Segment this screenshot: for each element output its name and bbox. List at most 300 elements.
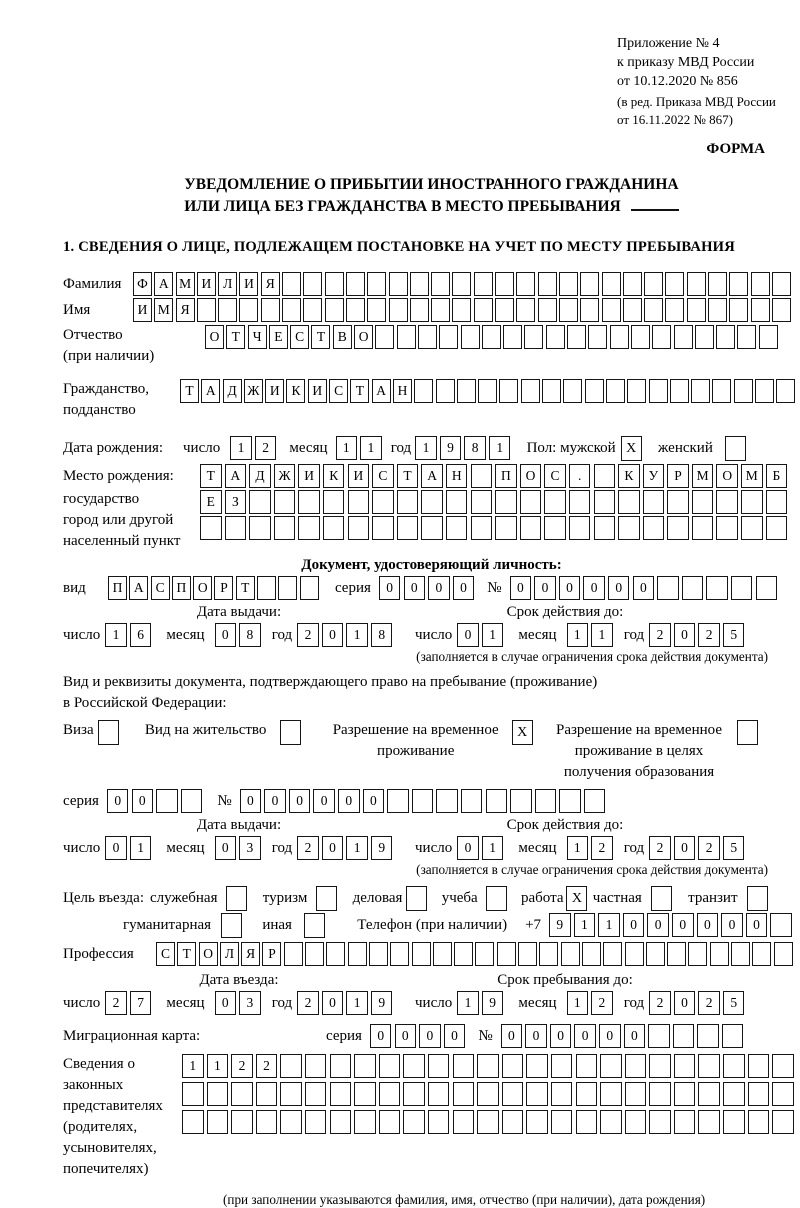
firstname-cell[interactable] [197,298,216,322]
migcard-series-cell[interactable]: 0 [419,1024,441,1048]
iddoc-number-cell[interactable] [706,576,728,600]
citizenship-cell[interactable] [414,379,433,403]
migcard-number-cell[interactable]: 0 [525,1024,547,1048]
checkbox-other[interactable] [304,913,325,938]
citizenship-cell[interactable]: И [308,379,327,403]
surname-cell[interactable] [602,272,621,296]
representative-cell[interactable] [477,1082,499,1106]
birthplace-cell[interactable] [274,516,296,540]
citizenship-cell[interactable] [542,379,561,403]
patronymic-cell[interactable] [588,325,607,349]
representative-cell[interactable] [576,1082,598,1106]
representative-cell[interactable] [625,1110,647,1134]
staydoc-number-cell[interactable] [436,789,458,813]
phone-cell[interactable]: 0 [721,913,743,937]
birthplace-cell[interactable] [421,490,443,514]
entry-day-cell[interactable]: 7 [130,991,152,1015]
surname-cell[interactable] [623,272,642,296]
phone-cell[interactable]: 9 [549,913,571,937]
representative-cell[interactable] [748,1110,770,1134]
firstname-cell[interactable] [495,298,514,322]
firstname-cell[interactable] [282,298,301,322]
staydoc-number-cell[interactable] [510,789,532,813]
staydoc-number-cell[interactable] [486,789,508,813]
birthplace-cell[interactable] [397,490,419,514]
representative-cell[interactable] [354,1110,376,1134]
checkbox-rvp-education[interactable] [737,720,758,745]
surname-cell[interactable]: Л [218,272,237,296]
surname-cell[interactable] [389,272,408,296]
profession-cell[interactable] [625,942,644,966]
citizenship-cell[interactable] [734,379,753,403]
iddoc-kind-cell[interactable] [257,576,276,600]
representative-cell[interactable] [453,1054,475,1078]
birthplace-cell[interactable] [520,490,542,514]
iddoc-kind-cell[interactable]: П [108,576,127,600]
stay-day-cell[interactable]: 1 [457,991,479,1015]
firstname-cell[interactable]: Я [176,298,195,322]
representative-cell[interactable] [649,1082,671,1106]
birthplace-cell[interactable] [716,516,738,540]
checkbox-male[interactable]: X [621,436,642,461]
representative-cell[interactable] [625,1082,647,1106]
profession-cell[interactable] [497,942,516,966]
birth-year-cell[interactable]: 1 [415,436,437,460]
staydoc-valid-year-cell[interactable]: 2 [649,836,671,860]
firstname-cell[interactable] [346,298,365,322]
surname-cell[interactable] [644,272,663,296]
firstname-cell[interactable] [580,298,599,322]
citizenship-cell[interactable]: А [201,379,220,403]
stay-year-cell[interactable]: 0 [674,991,696,1015]
iddoc-number-cell[interactable]: 0 [534,576,556,600]
iddoc-kind-cell[interactable]: О [193,576,212,600]
representative-cell[interactable] [231,1082,253,1106]
iddoc-valid-year-cell[interactable]: 2 [649,623,671,647]
representative-cell[interactable] [551,1110,573,1134]
stay-month-cell[interactable]: 2 [591,991,613,1015]
surname-cell[interactable] [303,272,322,296]
profession-cell[interactable] [433,942,452,966]
entry-month-cell[interactable]: 3 [239,991,261,1015]
birthplace-cell[interactable] [421,516,443,540]
citizenship-cell[interactable] [606,379,625,403]
checkbox-female[interactable] [725,436,746,461]
migcard-number-cell[interactable]: 0 [624,1024,646,1048]
entry-year-cell[interactable]: 0 [322,991,344,1015]
representative-cell[interactable] [428,1054,450,1078]
representative-cell[interactable] [625,1054,647,1078]
profession-cell[interactable] [539,942,558,966]
staydoc-number-cell[interactable] [387,789,409,813]
citizenship-cell[interactable] [649,379,668,403]
staydoc-issued-day-cell[interactable]: 0 [105,836,127,860]
birthplace-cell[interactable] [544,490,566,514]
representative-cell[interactable] [256,1110,278,1134]
patronymic-cell[interactable] [737,325,756,349]
firstname-cell[interactable] [538,298,557,322]
birthplace-cell[interactable] [667,516,689,540]
checkbox-official[interactable] [226,886,247,911]
staydoc-series-cell[interactable]: 0 [107,789,129,813]
patronymic-cell[interactable] [567,325,586,349]
citizenship-cell[interactable]: Н [393,379,412,403]
migcard-number-cell[interactable]: 0 [550,1024,572,1048]
representative-cell[interactable] [305,1054,327,1078]
birthplace-cell[interactable]: К [323,464,345,488]
patronymic-cell[interactable] [610,325,629,349]
birthplace-cell[interactable] [397,516,419,540]
entry-year-cell[interactable]: 2 [297,991,319,1015]
profession-cell[interactable] [752,942,771,966]
stay-year-cell[interactable]: 2 [698,991,720,1015]
stay-year-cell[interactable]: 2 [649,991,671,1015]
citizenship-cell[interactable]: С [329,379,348,403]
iddoc-kind-cell[interactable]: Р [214,576,233,600]
birthplace-cell[interactable]: Ж [274,464,296,488]
profession-cell[interactable]: Т [177,942,196,966]
profession-cell[interactable] [348,942,367,966]
iddoc-number-cell[interactable]: 0 [510,576,532,600]
staydoc-number-cell[interactable]: 0 [338,789,360,813]
representative-cell[interactable] [502,1082,524,1106]
staydoc-series-cell[interactable] [181,789,203,813]
birthplace-cell[interactable] [766,490,788,514]
phone-cell[interactable]: 0 [623,913,645,937]
staydoc-number-cell[interactable]: 0 [264,789,286,813]
firstname-cell[interactable] [452,298,471,322]
representative-cell[interactable] [280,1082,302,1106]
iddoc-number-cell[interactable] [731,576,753,600]
representative-cell[interactable] [428,1110,450,1134]
birthplace-cell[interactable] [569,516,591,540]
representative-cell[interactable] [526,1082,548,1106]
iddoc-number-cell[interactable] [657,576,679,600]
staydoc-issued-day-cell[interactable]: 1 [130,836,152,860]
citizenship-cell[interactable]: Д [223,379,242,403]
birthplace-cell[interactable] [594,464,616,488]
profession-cell[interactable] [305,942,324,966]
representative-cell[interactable] [772,1082,794,1106]
representative-cell[interactable] [748,1054,770,1078]
surname-cell[interactable]: А [154,272,173,296]
birthplace-cell[interactable] [471,516,493,540]
staydoc-valid-month-cell[interactable]: 2 [591,836,613,860]
patronymic-cell[interactable]: О [205,325,224,349]
birthplace-cell[interactable]: П [495,464,517,488]
staydoc-number-cell[interactable] [584,789,606,813]
representative-cell[interactable] [231,1110,253,1134]
birthplace-cell[interactable]: А [421,464,443,488]
iddoc-valid-day-cell[interactable]: 1 [482,623,504,647]
birthplace-cell[interactable]: Р [667,464,689,488]
representative-cell[interactable] [772,1054,794,1078]
birthplace-cell[interactable]: И [348,464,370,488]
phone-cell[interactable]: 0 [672,913,694,937]
stay-month-cell[interactable]: 1 [567,991,589,1015]
representative-cell[interactable] [305,1110,327,1134]
iddoc-issued-year-cell[interactable]: 2 [297,623,319,647]
representative-cell[interactable] [698,1110,720,1134]
patronymic-cell[interactable]: Е [269,325,288,349]
birthplace-cell[interactable]: А [225,464,247,488]
migcard-number-cell[interactable]: 0 [574,1024,596,1048]
representative-cell[interactable] [502,1054,524,1078]
surname-cell[interactable] [665,272,684,296]
birthplace-cell[interactable] [348,516,370,540]
representative-cell[interactable] [576,1054,598,1078]
birthplace-cell[interactable] [446,490,468,514]
birthplace-cell[interactable] [766,516,788,540]
representative-cell[interactable] [600,1054,622,1078]
birthplace-cell[interactable]: У [643,464,665,488]
profession-cell[interactable]: О [199,942,218,966]
checkbox-humanitarian[interactable] [221,913,242,938]
surname-cell[interactable] [367,272,386,296]
firstname-cell[interactable] [559,298,578,322]
iddoc-issued-month-cell[interactable]: 8 [239,623,261,647]
staydoc-valid-day-cell[interactable]: 0 [457,836,479,860]
birthplace-cell[interactable]: Т [200,464,222,488]
checkbox-private[interactable] [651,886,672,911]
representative-cell[interactable] [280,1054,302,1078]
profession-cell[interactable]: Я [241,942,260,966]
representative-cell[interactable] [526,1110,548,1134]
migcard-number-cell[interactable] [648,1024,670,1048]
birthplace-cell[interactable] [692,516,714,540]
citizenship-cell[interactable] [457,379,476,403]
birthplace-cell[interactable] [618,490,640,514]
firstname-cell[interactable] [687,298,706,322]
citizenship-cell[interactable] [627,379,646,403]
representative-cell[interactable] [403,1054,425,1078]
representative-cell[interactable]: 2 [256,1054,278,1078]
firstname-cell[interactable] [729,298,748,322]
profession-cell[interactable] [710,942,729,966]
patronymic-cell[interactable]: С [290,325,309,349]
birthplace-cell[interactable] [446,516,468,540]
birthplace-cell[interactable] [692,490,714,514]
citizenship-cell[interactable] [563,379,582,403]
representative-cell[interactable] [526,1054,548,1078]
surname-cell[interactable] [729,272,748,296]
representative-cell[interactable] [723,1082,745,1106]
citizenship-cell[interactable]: А [372,379,391,403]
staydoc-issued-year-cell[interactable]: 1 [346,836,368,860]
migcard-number-cell[interactable] [722,1024,744,1048]
representative-cell[interactable] [280,1110,302,1134]
surname-cell[interactable] [772,272,791,296]
citizenship-cell[interactable] [776,379,795,403]
profession-cell[interactable] [412,942,431,966]
citizenship-cell[interactable]: Т [350,379,369,403]
patronymic-cell[interactable] [418,325,437,349]
birthplace-cell[interactable] [495,490,517,514]
representative-cell[interactable] [772,1110,794,1134]
representative-cell[interactable] [305,1082,327,1106]
surname-cell[interactable] [580,272,599,296]
birthplace-cell[interactable]: Е [200,490,222,514]
representative-cell[interactable] [207,1082,229,1106]
birthplace-cell[interactable]: И [298,464,320,488]
iddoc-valid-year-cell[interactable]: 5 [723,623,745,647]
birthplace-cell[interactable]: М [692,464,714,488]
patronymic-cell[interactable]: В [333,325,352,349]
staydoc-valid-year-cell[interactable]: 2 [698,836,720,860]
iddoc-valid-year-cell[interactable]: 2 [698,623,720,647]
profession-cell[interactable] [561,942,580,966]
surname-cell[interactable] [516,272,535,296]
birthplace-cell[interactable]: Т [397,464,419,488]
patronymic-cell[interactable] [482,325,501,349]
representative-cell[interactable] [330,1082,352,1106]
checkbox-residence-permit[interactable] [280,720,301,745]
birth-year-cell[interactable]: 8 [464,436,486,460]
surname-cell[interactable] [751,272,770,296]
staydoc-number-cell[interactable]: 0 [313,789,335,813]
iddoc-number-cell[interactable]: 0 [633,576,655,600]
citizenship-cell[interactable] [712,379,731,403]
representative-cell[interactable] [748,1082,770,1106]
birthplace-cell[interactable] [274,490,296,514]
citizenship-cell[interactable] [670,379,689,403]
iddoc-issued-day-cell[interactable]: 1 [105,623,127,647]
birthplace-cell[interactable]: Д [249,464,271,488]
representative-cell[interactable] [477,1054,499,1078]
surname-cell[interactable] [431,272,450,296]
birthplace-cell[interactable] [667,490,689,514]
staydoc-issued-year-cell[interactable]: 0 [322,836,344,860]
representative-cell[interactable] [723,1054,745,1078]
iddoc-issued-year-cell[interactable]: 1 [346,623,368,647]
surname-cell[interactable] [282,272,301,296]
surname-cell[interactable] [708,272,727,296]
patronymic-cell[interactable] [652,325,671,349]
birthplace-cell[interactable]: С [372,464,394,488]
staydoc-valid-day-cell[interactable]: 1 [482,836,504,860]
migcard-series-cell[interactable]: 0 [370,1024,392,1048]
iddoc-kind-cell[interactable] [300,576,319,600]
staydoc-valid-year-cell[interactable]: 0 [674,836,696,860]
checkbox-tourism[interactable] [316,886,337,911]
birthplace-cell[interactable] [249,516,271,540]
representative-cell[interactable] [354,1082,376,1106]
patronymic-cell[interactable] [375,325,394,349]
iddoc-kind-cell[interactable]: А [129,576,148,600]
representative-cell[interactable] [477,1110,499,1134]
birthplace-cell[interactable]: М [741,464,763,488]
patronymic-cell[interactable] [716,325,735,349]
birthplace-cell[interactable] [643,490,665,514]
representative-cell[interactable] [330,1054,352,1078]
birthplace-cell[interactable] [200,516,222,540]
iddoc-kind-cell[interactable]: С [151,576,170,600]
staydoc-number-cell[interactable] [559,789,581,813]
birthplace-cell[interactable] [471,490,493,514]
firstname-cell[interactable] [751,298,770,322]
representative-cell[interactable] [723,1110,745,1134]
stay-year-cell[interactable]: 5 [723,991,745,1015]
entry-year-cell[interactable]: 9 [371,991,393,1015]
patronymic-cell[interactable] [397,325,416,349]
birth-month-cell[interactable]: 1 [336,436,358,460]
representative-cell[interactable] [600,1110,622,1134]
iddoc-number-cell[interactable] [682,576,704,600]
iddoc-issued-day-cell[interactable]: 6 [130,623,152,647]
firstname-cell[interactable] [516,298,535,322]
staydoc-number-cell[interactable]: 0 [289,789,311,813]
iddoc-issued-year-cell[interactable]: 8 [371,623,393,647]
iddoc-kind-cell[interactable]: Т [236,576,255,600]
stay-day-cell[interactable]: 9 [482,991,504,1015]
staydoc-valid-year-cell[interactable]: 5 [723,836,745,860]
firstname-cell[interactable] [665,298,684,322]
checkbox-study[interactable] [486,886,507,911]
birthplace-cell[interactable] [741,490,763,514]
patronymic-cell[interactable]: Т [226,325,245,349]
birth-month-cell[interactable]: 1 [360,436,382,460]
profession-cell[interactable] [475,942,494,966]
birthplace-cell[interactable] [643,516,665,540]
iddoc-series-cell[interactable]: 0 [428,576,450,600]
birthplace-cell[interactable] [594,516,616,540]
firstname-cell[interactable] [325,298,344,322]
representative-cell[interactable] [182,1110,204,1134]
birth-day-cell[interactable]: 2 [255,436,277,460]
patronymic-cell[interactable] [695,325,714,349]
firstname-cell[interactable] [239,298,258,322]
birthplace-cell[interactable]: О [716,464,738,488]
staydoc-number-cell[interactable] [535,789,557,813]
entry-day-cell[interactable]: 2 [105,991,127,1015]
surname-cell[interactable]: Ф [133,272,152,296]
firstname-cell[interactable] [772,298,791,322]
firstname-cell[interactable] [708,298,727,322]
iddoc-valid-day-cell[interactable]: 0 [457,623,479,647]
profession-cell[interactable] [646,942,665,966]
representative-cell[interactable] [453,1082,475,1106]
representative-cell[interactable]: 2 [231,1054,253,1078]
profession-cell[interactable] [284,942,303,966]
surname-cell[interactable] [410,272,429,296]
migcard-number-cell[interactable] [673,1024,695,1048]
citizenship-cell[interactable] [436,379,455,403]
birthplace-cell[interactable] [249,490,271,514]
citizenship-cell[interactable]: Ж [244,379,263,403]
iddoc-valid-month-cell[interactable]: 1 [567,623,589,647]
checkbox-work[interactable]: X [566,886,587,911]
citizenship-cell[interactable] [585,379,604,403]
surname-cell[interactable]: И [239,272,258,296]
birthplace-cell[interactable] [544,516,566,540]
migcard-number-cell[interactable]: 0 [501,1024,523,1048]
birthplace-cell[interactable] [372,516,394,540]
birthplace-cell[interactable] [716,490,738,514]
birth-year-cell[interactable]: 9 [440,436,462,460]
iddoc-issued-month-cell[interactable]: 0 [215,623,237,647]
representative-cell[interactable] [207,1110,229,1134]
representative-cell[interactable] [576,1110,598,1134]
checkbox-visa[interactable] [98,720,119,745]
citizenship-cell[interactable]: К [286,379,305,403]
birthplace-cell[interactable] [471,464,493,488]
birthplace-cell[interactable] [372,490,394,514]
phone-cell[interactable] [770,913,792,937]
birthplace-cell[interactable] [495,516,517,540]
firstname-cell[interactable] [367,298,386,322]
staydoc-issued-month-cell[interactable]: 3 [239,836,261,860]
surname-cell[interactable]: И [197,272,216,296]
